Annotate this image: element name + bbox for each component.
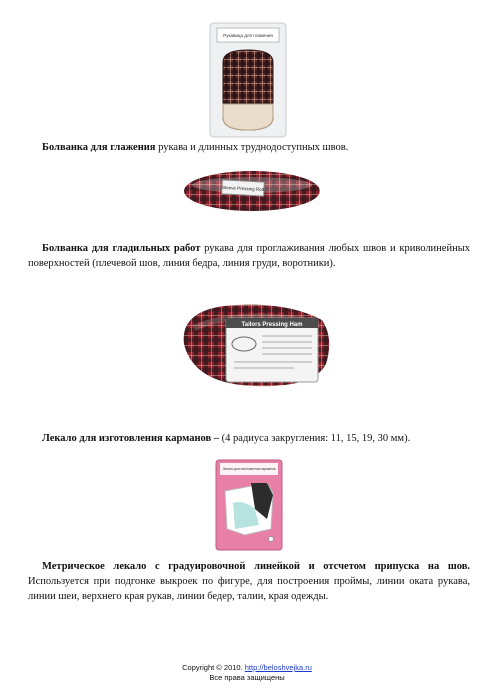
item-1-text xyxy=(28,140,484,155)
footer xyxy=(0,663,494,683)
ham-package-label: Tailors Pressing Ham xyxy=(241,322,303,328)
pocket-template-image xyxy=(215,459,283,551)
copyright-text: Copyright © 2010. xyxy=(182,663,243,672)
item-4-title: Метрическое лекало с градуировочной линейкой и отсчетом припуска на шов. xyxy=(42,561,470,572)
template-package-label: Лекало для изготовления карманов xyxy=(222,467,276,471)
item-4-text xyxy=(28,559,470,604)
item-2-title: Болванка для гладильных работ xyxy=(42,243,201,254)
tailors-ham-image xyxy=(174,298,336,390)
item-4-desc: Используется при подгонке выкроек по фигуре, для построения проймы, линии оката рукава, линии шеи, верхнего края рукав, линии бедер, талии, края одежды. xyxy=(28,576,470,602)
item-1-desc: рукава и длинных труднодоступных швов. xyxy=(155,142,349,153)
rights-text: Все права защищены xyxy=(209,673,285,682)
mitt-package-label: Рукавица для глажения xyxy=(223,33,273,38)
sleeve-roll-image xyxy=(182,167,322,215)
item-3-desc: (4 радиуса закругления: 11, 15, 19, 30 мм). xyxy=(219,433,411,444)
item-1-title: Болванка для глажения xyxy=(42,142,156,153)
pressing-mitt-image xyxy=(209,22,287,138)
item-3-title: Лекало для изготовления карманов – xyxy=(42,433,220,444)
item-2-text xyxy=(28,241,470,271)
site-link[interactable]: http://beloshvejka.ru xyxy=(244,663,312,672)
item-3-text xyxy=(28,431,484,446)
footer-copyright-line xyxy=(0,663,494,673)
roll-package-label: Sleeve Pressing Roll xyxy=(222,184,264,193)
item-2-desc: рукава для проглаживания любых швов и криволинейных поверхностей (плечевой шов, линия бедра, линия груди, воротники). xyxy=(28,243,470,269)
